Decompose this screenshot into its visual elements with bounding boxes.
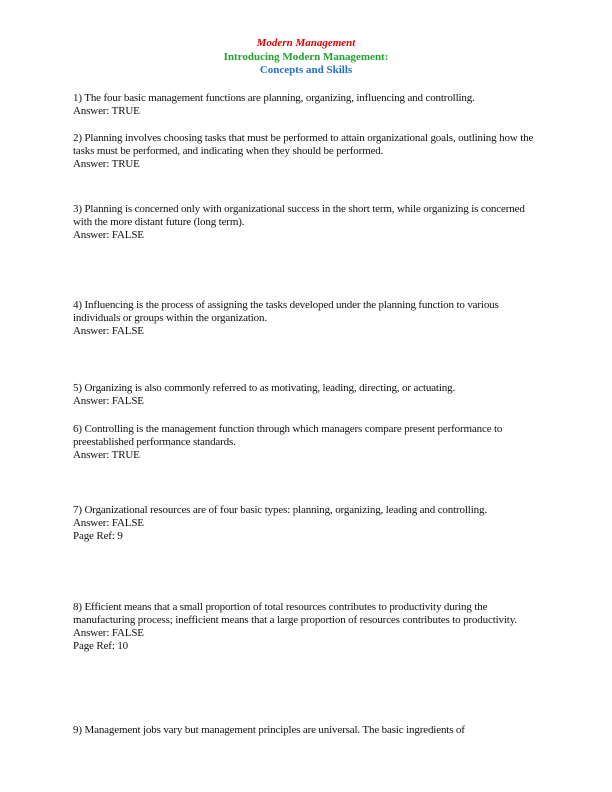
question-page-ref: Page Ref: 10: [73, 640, 129, 652]
question-text: 1) The four basic management functions are planning, organizing, influencing and controlling.: [73, 92, 475, 104]
document-subtitle-2: Concepts and Skills: [259, 64, 353, 76]
question-answer: Answer: TRUE: [73, 449, 140, 461]
question-text: 8) Efficient means that a small proportion of total resources contributes to productivity during the manufacturing process; inefficient means that a large proportion of resources contributes to productivity.: [73, 601, 517, 626]
question-answer: Answer: FALSE: [73, 229, 144, 241]
question-answer: Answer: FALSE: [73, 517, 144, 529]
question-answer: Answer: FALSE: [73, 627, 144, 639]
document-subtitle: Introducing Modern Management:: [223, 51, 389, 63]
question-1: [73, 92, 543, 118]
question-5: [73, 382, 543, 408]
question-answer: Answer: FALSE: [73, 325, 144, 337]
document-title: Modern Management: [256, 37, 356, 49]
question-text: 2) Planning involves choosing tasks that must be performed to attain organizational goals, outlining how the tasks must be performed, and indicating when they should be performed.: [73, 132, 534, 157]
question-3: [73, 203, 543, 242]
question-text: 3) Planning is concerned only with organizational success in the short term, while organizing is concerned with the more distant future (long term).: [73, 203, 525, 228]
question-text: 6) Controlling is the management function through which managers compare present performance to preestablished performance standards.: [73, 423, 503, 448]
question-9: [73, 724, 543, 737]
question-8: [73, 601, 543, 653]
question-text: 9) Management jobs vary but management principles are universal. The basic ingredients of: [73, 724, 465, 736]
question-7: [73, 504, 543, 543]
question-text: 4) Influencing is the process of assigning the tasks developed under the planning function to various individuals or groups within the organization.: [73, 299, 499, 324]
question-text: 5) Organizing is also commonly referred to as motivating, leading, directing, or actuating.: [73, 382, 456, 394]
question-4: [73, 299, 543, 338]
question-text: 7) Organizational resources are of four basic types: planning, organizing, leading and controlling.: [73, 504, 487, 516]
question-page-ref: Page Ref: 9: [73, 530, 123, 542]
question-answer: Answer: FALSE: [73, 395, 144, 407]
question-answer: Answer: TRUE: [73, 105, 140, 117]
question-answer: Answer: TRUE: [73, 158, 140, 170]
question-2: [73, 132, 543, 171]
question-6: [73, 423, 543, 462]
